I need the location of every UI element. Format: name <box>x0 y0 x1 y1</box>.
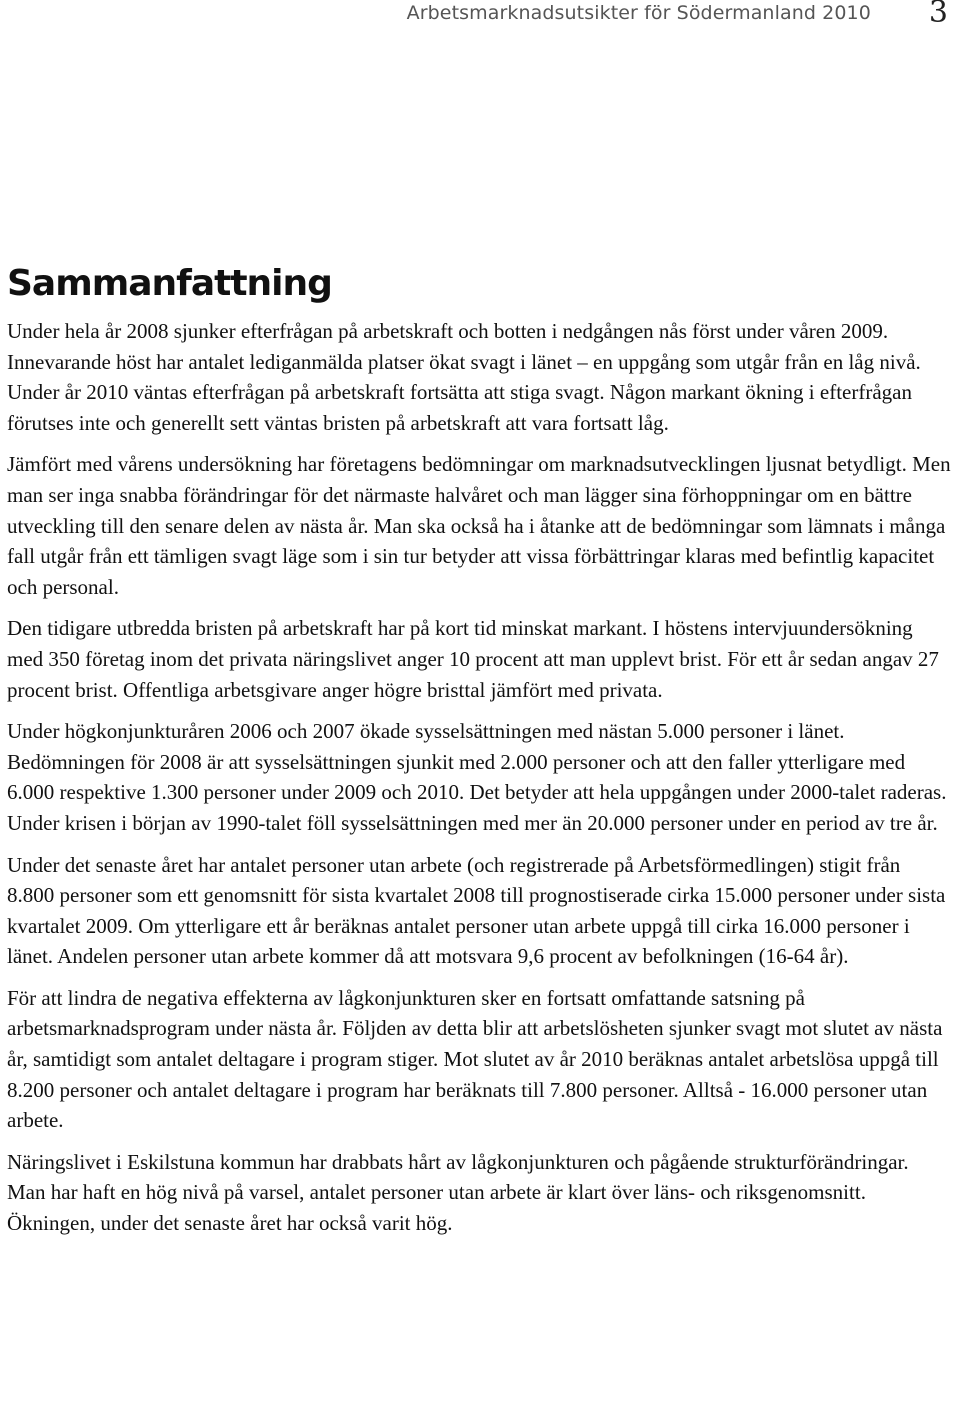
section-sammanfattning <box>7 252 951 1250</box>
page-number: 3 <box>928 0 948 30</box>
paragraph: Under det senaste året har antalet personer utan arbete (och registrerade på Arbetsförmedlingen) stigit från 8.800 personer som ett genomsnitt för sista kvartalet 2008 till prognostiserade cirka 15.000 personer under sista kvartalet 2009. Om ytterligare ett år beräknas antalet personer utan arbete uppgå till cirka 16.000 personer i länet. Andelen personer utan arbete kommer då att motsvara 9,6 procent av befolkningen (16-64 år). <box>7 852 946 969</box>
paragraph: Näringslivet i Eskilstuna kommun har drabbats hårt av lågkonjunkturen och pågående strukturförändringar. Man har haft en hög nivå på varsel, antalet personer utan arbete är klart över läns- och riksgenomsnitt. Ökningen, under det senaste året har också varit hög. <box>7 1149 909 1236</box>
running-header <box>406 0 948 30</box>
paragraph: För att lindra de negativa effekterna av lågkonjunkturen sker en fortsatt omfattande satsning på arbetsmarknadsprogram under nästa år. Följden av detta blir att arbetslösheten sjunker svagt mot slutet av nästa år, samtidigt som antalet deltagare i program stiger. Mot slutet av år 2010 beräknas antalet arbetslösa uppgå till 8.200 personer och antalet deltagare i program har beräknats till 7.800 personer. Alltså - 16.000 personer utan arbete. <box>7 985 943 1133</box>
section-heading: Sammanfattning <box>7 263 332 304</box>
paragraph: Jämfört med vårens undersökning har företagens bedömningar om marknadsutvecklingen ljusnat betydligt. Men man ser inga snabba förändringar för det närmaste halvåret och man lägger sina förhoppningar om en bättre utveckling till den senare delen av nästa år. Man ska också ha i åtanke att de bedömningar som lämnats i många fall utgår från ett tämligen svagt läge som i sin tur betyder att vissa förbättringar klaras med befintlig kapacitet och personal. <box>7 452 951 599</box>
paragraph: Den tidigare utbredda bristen på arbetskraft har på kort tid minskat markant. I höstens intervjuundersökning med 350 företag inom det privata näringslivet anger 10 procent att man upplevt brist. För ett år sedan angav 27 procent brist. Offentliga arbetsgivare anger högre bristtal jämfört med privata. <box>7 616 939 702</box>
paragraph-list <box>7 316 951 1239</box>
paragraph: Under hela år 2008 sjunker efterfrågan på arbetskraft och botten i nedgången nås först under våren 2009. Innevarande höst har antalet lediganmälda platser ökat svagt i länet – en uppgång som utgår från en låg nivå. Under år 2010 väntas efterfrågan på arbetskraft fortsätta att stiga svagt. Någon markant ökning i efterfrågan förutses inte och generellt sett väntas bristen på arbetskraft att vara fortsatt låg. <box>7 319 921 435</box>
paragraph: Under högkonjunkturåren 2006 och 2007 ökade sysselsättningen med nästan 5.000 personer i länet. Bedömningen för 2008 är att sysselsättningen sjunkit med 2.000 personer och att den faller ytterligare med 6.000 respektive 1.300 personer under 2009 och 2010. Det betyder att hela uppgången under 2000-talet raderas. Under krisen i början av 1990-talet föll sysselsättningen med mer än 20.000 personer under en period av tre år. <box>7 719 947 835</box>
header-title: Arbetsmarknadsutsikter för Södermanland 2010 <box>406 2 871 24</box>
